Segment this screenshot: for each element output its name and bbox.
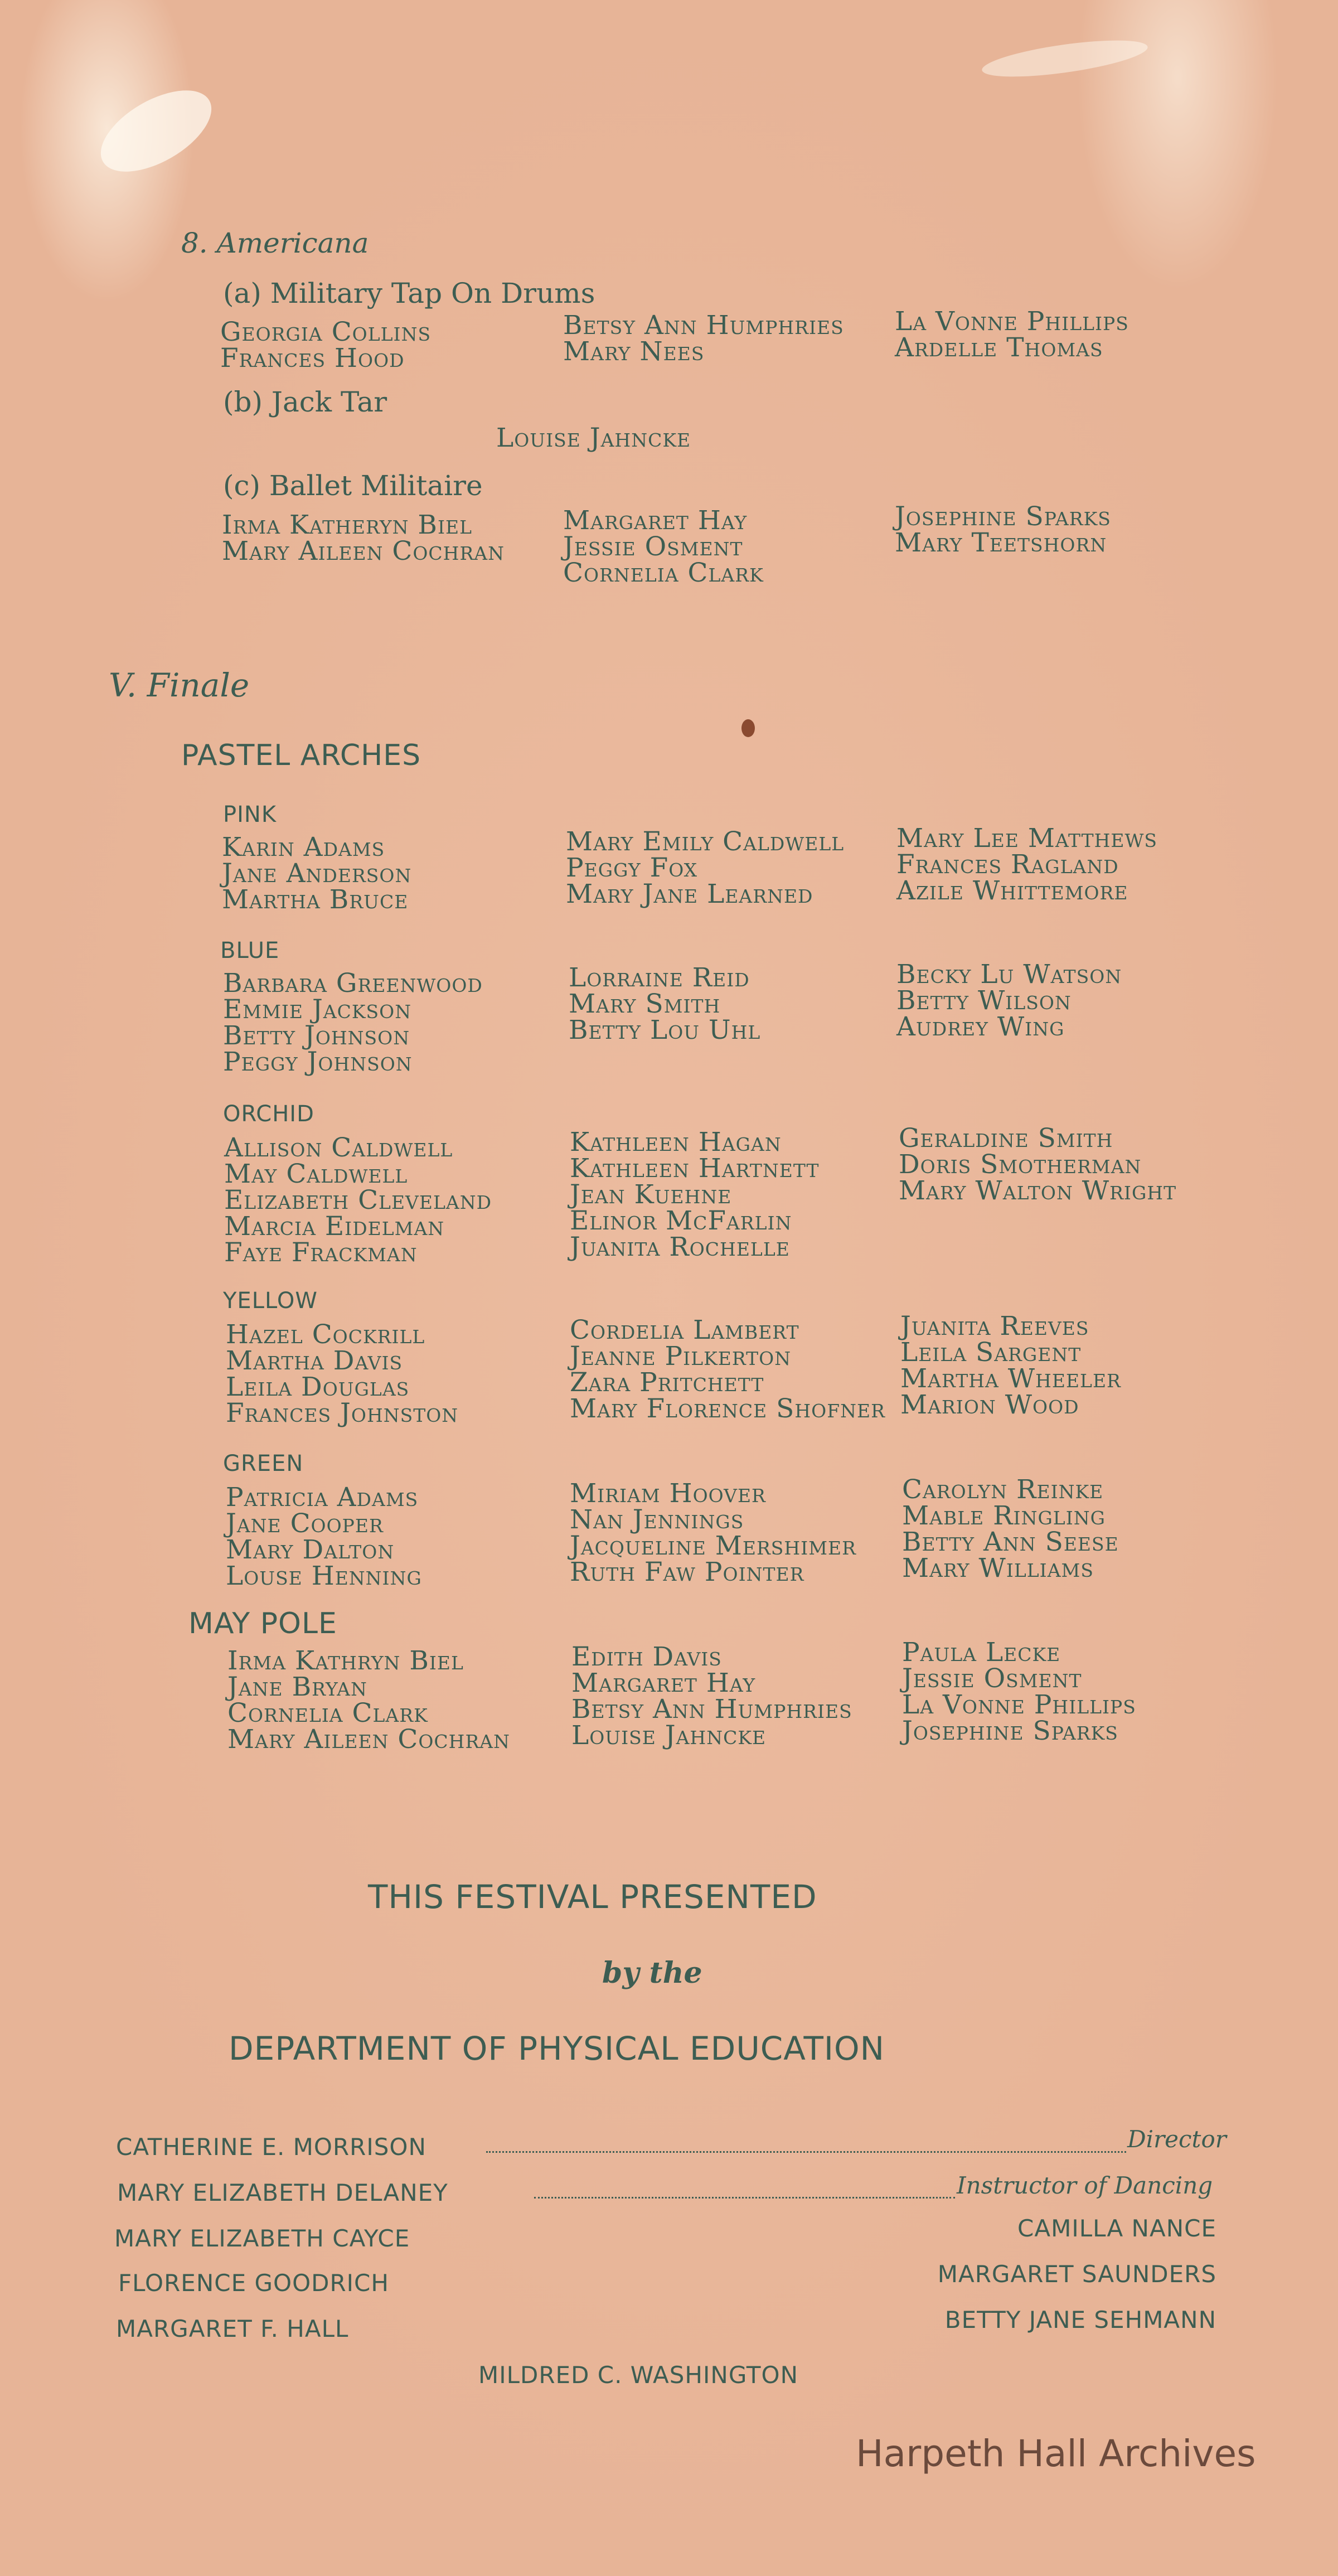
dancer-name: Frances Ragland bbox=[896, 849, 1119, 880]
dancer-name: Betsy Ann Humphries bbox=[563, 310, 844, 341]
dancer-name: Mary Nees bbox=[563, 336, 705, 367]
dancer-name: Juanita Reeves bbox=[900, 1311, 1089, 1342]
dancer-name: Mary Florence Shofner bbox=[570, 1393, 885, 1424]
staff-right-3: BETTY JANE SEHMANN bbox=[944, 2306, 1216, 2333]
staff-right-2: MARGARET SAUNDERS bbox=[937, 2260, 1216, 2288]
dancer-name: Margaret Hay bbox=[563, 505, 748, 536]
director-role: Director bbox=[1127, 2125, 1226, 2153]
dancer-name: Jeanne Pilkerton bbox=[570, 1341, 792, 1372]
dancer-name: Emmie Jackson bbox=[223, 994, 412, 1025]
dancer-name: Ardelle Thomas bbox=[895, 332, 1103, 363]
dancer-name: Peggy Johnson bbox=[223, 1047, 413, 1077]
dancer-name: Leila Sargent bbox=[900, 1337, 1082, 1368]
dancer-name: Nan Jennings bbox=[570, 1504, 744, 1535]
americana-part-c-col-1 bbox=[222, 512, 505, 564]
dancer-name: Irma Katheryn Biel bbox=[222, 510, 473, 540]
dancer-name: Edith Davis bbox=[571, 1642, 722, 1672]
americana-part-a-label: (a) Military Tap On Drums bbox=[223, 277, 595, 309]
orchid-col-3 bbox=[899, 1125, 1176, 1204]
dancer-name: Jane Bryan bbox=[227, 1672, 367, 1702]
dancer-name: Allison Caldwell bbox=[224, 1132, 453, 1163]
dancer-name: Faye Frackman bbox=[224, 1237, 418, 1268]
dancer-name: Jessie Osment bbox=[902, 1663, 1082, 1694]
department-line: DEPARTMENT OF PHYSICAL EDUCATION bbox=[229, 2030, 885, 2067]
dancer-name: Mable Ringling bbox=[902, 1500, 1106, 1531]
yellow-col-3 bbox=[900, 1313, 1121, 1418]
group-label-orchid: ORCHID bbox=[223, 1101, 314, 1127]
archive-watermark: Harpeth Hall Archives bbox=[856, 2432, 1256, 2475]
dancer-name: Mary Walton Wright bbox=[899, 1175, 1177, 1206]
dancer-name: Zara Pritchett bbox=[570, 1367, 764, 1398]
americana-heading: 8. Americana bbox=[181, 227, 369, 259]
dancer-name: May Caldwell bbox=[224, 1159, 408, 1189]
dancer-name: Margaret Hay bbox=[571, 1668, 756, 1698]
dancer-name: Martha Bruce bbox=[222, 884, 409, 915]
dancer-name: Peggy Fox bbox=[566, 853, 698, 883]
green-col-1 bbox=[226, 1484, 422, 1589]
dancer-name: Mary Smith bbox=[569, 989, 721, 1019]
americana-part-c-col-3 bbox=[895, 503, 1111, 556]
dancer-name: Cordelia Lambert bbox=[570, 1315, 799, 1345]
dancer-name: Doris Smotherman bbox=[899, 1149, 1142, 1180]
blue-col-1 bbox=[223, 970, 483, 1075]
director-name: CATHERINE E. MORRISON bbox=[116, 2133, 426, 2161]
dancer-name: La Vonne Phillips bbox=[902, 1689, 1136, 1720]
blue-col-2 bbox=[569, 962, 761, 1045]
staff-center: MILDRED C. WASHINGTON bbox=[478, 2361, 798, 2389]
dancer-name: Kathleen Hartnett bbox=[570, 1153, 820, 1184]
orchid-col-1 bbox=[224, 1132, 492, 1268]
dancer-name: Mary Aileen Cochran bbox=[222, 536, 505, 566]
jack-tar-soloist: Louise Jahncke bbox=[496, 423, 691, 453]
dancer-name: Miriam Hoover bbox=[570, 1478, 766, 1509]
dancer-name: Lorraine Reid bbox=[569, 962, 750, 993]
dancer-name: Betsy Ann Humphries bbox=[571, 1694, 852, 1725]
pink-col-2 bbox=[566, 826, 845, 909]
dance-instructor-leader-dots bbox=[534, 2197, 955, 2199]
pink-col-1 bbox=[222, 834, 411, 913]
dancer-name: Elizabeth Cleveland bbox=[224, 1185, 492, 1216]
staff-right-1: CAMILLA NANCE bbox=[1017, 2215, 1216, 2242]
dancer-name: Kathleen Hagan bbox=[570, 1127, 782, 1158]
may-pole-heading: MAY POLE bbox=[188, 1607, 337, 1640]
dancer-name: Jean Kuehne bbox=[570, 1179, 732, 1210]
dance-instructor-role: Instructor of Dancing bbox=[957, 2172, 1213, 2199]
americana-part-c-label: (c) Ballet Militaire bbox=[223, 469, 483, 502]
may-pole-col-1 bbox=[227, 1645, 510, 1755]
dancer-name: La Vonne Phillips bbox=[895, 306, 1129, 337]
dancer-name: Audrey Wing bbox=[896, 1011, 1065, 1042]
dancer-name: Becky Lu Watson bbox=[896, 959, 1122, 990]
may-pole-col-2 bbox=[571, 1644, 852, 1749]
dancer-name: Marion Wood bbox=[900, 1389, 1079, 1420]
director-leader-dots bbox=[486, 2151, 1126, 2153]
dancer-name: Karin Adams bbox=[222, 832, 385, 863]
dancer-name: Louise Jahncke bbox=[571, 1720, 767, 1751]
americana-part-a-col-2 bbox=[563, 312, 844, 365]
dancer-name: Jane Anderson bbox=[222, 858, 412, 889]
dancer-name: Cornelia Clark bbox=[227, 1698, 428, 1728]
staff-left-3: MARGARET F. HALL bbox=[116, 2315, 349, 2342]
dancer-name: Frances Hood bbox=[220, 343, 405, 374]
dancer-name: Barbara Greenwood bbox=[223, 968, 483, 999]
orchid-col-2 bbox=[570, 1129, 820, 1260]
dancer-name: Patricia Adams bbox=[226, 1482, 419, 1513]
dancer-name: Juanita Rochelle bbox=[570, 1232, 790, 1262]
group-label-yellow: YELLOW bbox=[223, 1288, 318, 1314]
dancer-name: Mary Williams bbox=[902, 1553, 1094, 1584]
pastel-arches-heading: PASTEL ARCHES bbox=[181, 739, 421, 772]
dancer-name: Carolyn Reinke bbox=[902, 1474, 1104, 1505]
paper-stain-top-left bbox=[88, 74, 225, 188]
dancer-name: Betty Ann Seese bbox=[902, 1527, 1119, 1557]
dancer-name: Mary Aileen Cochran bbox=[227, 1724, 510, 1755]
dancer-name: Jane Cooper bbox=[226, 1508, 384, 1539]
dance-instructor-name: MARY ELIZABETH DELANEY bbox=[117, 2179, 448, 2206]
dancer-name: Betty Johnson bbox=[223, 1020, 410, 1051]
americana-part-b-label: (b) Jack Tar bbox=[223, 386, 387, 418]
dancer-name: Louse Henning bbox=[226, 1561, 422, 1591]
green-col-3 bbox=[902, 1474, 1119, 1584]
dancer-name: Leila Douglas bbox=[226, 1372, 410, 1402]
dancer-name: Betty Lou Uhl bbox=[569, 1015, 761, 1045]
dancer-name: Azile Whittemore bbox=[896, 875, 1128, 906]
dancer-name: Mary Dalton bbox=[226, 1534, 395, 1565]
dancer-name: Georgia Collins bbox=[220, 317, 432, 347]
americana-part-a-col-1 bbox=[220, 317, 432, 374]
by-the-line: by the bbox=[602, 1956, 702, 1990]
pink-col-3 bbox=[896, 825, 1157, 904]
paper-stain-top-right bbox=[980, 33, 1150, 84]
yellow-col-2 bbox=[570, 1317, 885, 1422]
dancer-name: Josephine Sparks bbox=[902, 1716, 1118, 1746]
dancer-name: Hazel Cockrill bbox=[226, 1319, 425, 1350]
blue-col-3 bbox=[896, 961, 1122, 1040]
americana-part-a-col-3 bbox=[895, 308, 1129, 361]
dancer-name: Frances Johnston bbox=[226, 1398, 459, 1429]
staff-left-2: FLORENCE GOODRICH bbox=[118, 2269, 389, 2297]
yellow-col-1 bbox=[226, 1319, 459, 1429]
dancer-name: Paula Lecke bbox=[902, 1637, 1061, 1668]
dancer-name: Mary Lee Matthews bbox=[896, 823, 1158, 854]
group-label-green: GREEN bbox=[223, 1451, 304, 1476]
dancer-name: Jessie Osment bbox=[563, 531, 743, 562]
dancer-name: Martha Wheeler bbox=[900, 1363, 1121, 1394]
festival-presented-line: THIS FESTIVAL PRESENTED bbox=[368, 1878, 817, 1916]
dancer-name: Elinor McFarlin bbox=[570, 1205, 792, 1236]
americana-part-c-col-2 bbox=[563, 507, 764, 586]
dancer-name: Irma Kathryn Biel bbox=[227, 1645, 464, 1676]
may-pole-col-3 bbox=[902, 1639, 1136, 1744]
dancer-name: Mary Teetshorn bbox=[895, 527, 1107, 558]
dancer-name: Jacqueline Mershimer bbox=[570, 1531, 856, 1561]
dancer-name: Geraldine Smith bbox=[899, 1123, 1113, 1154]
dancer-name: Betty Wilson bbox=[896, 985, 1072, 1016]
dancer-name: Cornelia Clark bbox=[563, 558, 764, 588]
dancer-name: Mary Emily Caldwell bbox=[566, 826, 845, 857]
group-label-pink: PINK bbox=[223, 802, 277, 827]
green-col-2 bbox=[570, 1480, 856, 1585]
finale-heading: V. Finale bbox=[109, 666, 250, 704]
dancer-name: Ruth Faw Pointer bbox=[570, 1557, 804, 1587]
dancer-name: Marcia Eidelman bbox=[224, 1211, 445, 1242]
ink-spot bbox=[741, 719, 755, 737]
group-label-blue: BLUE bbox=[220, 938, 280, 963]
staff-left-1: MARY ELIZABETH CAYCE bbox=[114, 2225, 410, 2252]
dancer-name: Mary Jane Learned bbox=[566, 879, 813, 909]
dancer-name: Josephine Sparks bbox=[895, 501, 1111, 532]
dancer-name: Martha Davis bbox=[226, 1345, 403, 1376]
